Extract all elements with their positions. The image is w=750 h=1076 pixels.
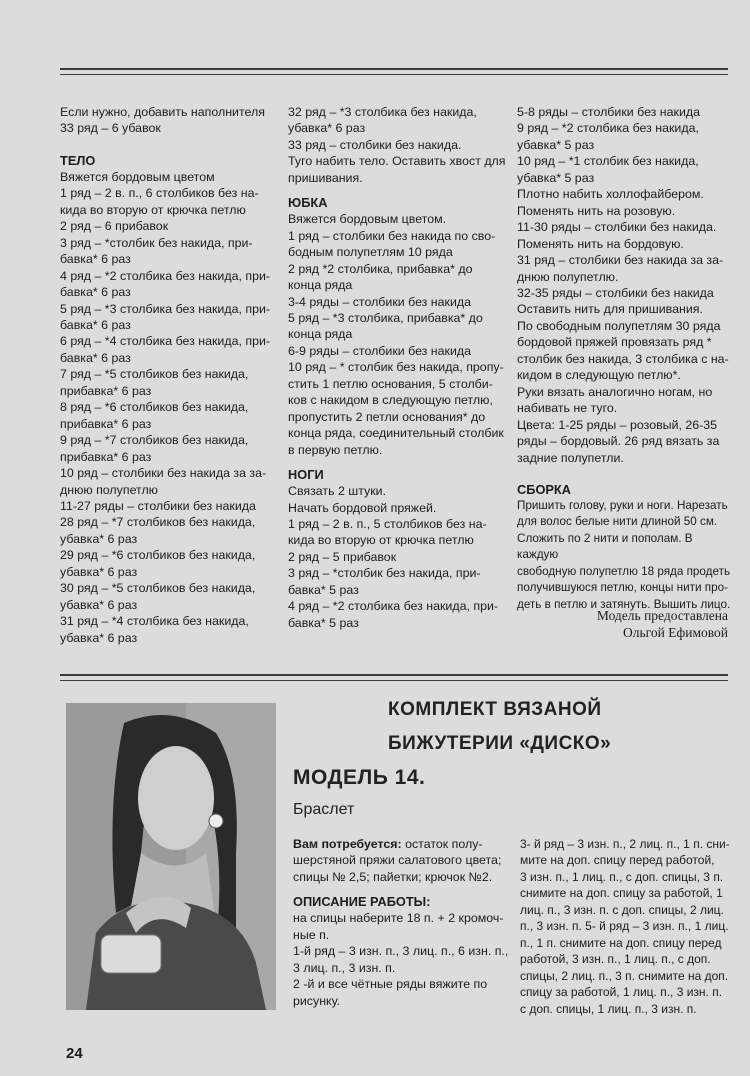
model-photo-image: [66, 703, 276, 1010]
kit-title-line-2: БИЖУТЕРИИ «ДИСКО»: [388, 733, 612, 754]
column-1: [60, 104, 282, 646]
column-4: [293, 836, 513, 1009]
top-rule: [60, 68, 728, 75]
column-2: [288, 104, 510, 631]
materials: [293, 836, 513, 885]
yubka-text: Вяжется бордовым цветом. 1 ряд – столбики без накида по сво- бодным полупетлям 10 ряда 2 ряд *2 столбика, прибавка* до конца ряда 3-4 ряды – столбики без накида 5 ряд – *3 столбика, прибавка* до конца ряда 6-9 ряды – столбики без накида 10 ряд – * столбик без накида, пропу- стить 1 петлю основания, 5 столби- ков с накидом в следующую петлю, пропустить 2 петли основания* до конца ряда, соединительный столбик в первую петлю.: [288, 212, 504, 457]
yubka-heading: ЮБКА: [288, 195, 328, 211]
model-title: МОДЕЛЬ 14.: [293, 766, 426, 789]
nogi-heading: НОГИ: [288, 467, 324, 483]
col1-intro: Если нужно, добавить наполнителя 33 ряд – 6 убавок: [60, 105, 265, 136]
col2-intro: 32 ряд – *3 столбика без накида, убавка* 6 раз 33 ряд – столбики без накида. Туго набить тело. Оставить хвост для пришивания.: [288, 105, 506, 185]
materials-label: Вам потребуется:: [293, 837, 402, 851]
subtitle: Браслет: [293, 801, 355, 818]
col5-text: 3- й ряд – 3 изн. п., 2 лиц. п., 1 п. сни- мите на доп. спицу перед работой, 3 изн. п., 1 лиц. п., с доп. спицы, 3 п. снимите на доп. спицу за работой, 1 лиц. п., 3 изн. п. с доп. спицы, 2 лиц. п., 3 изн. п. 5- й ряд – 3 изн. п., 1 лиц. п., 1 п. снимите на доп. спицу перед работой, 3 изн. п., 1 лиц. п., с доп. спицы, 2 лиц. п., 3 п. снимите на доп. спицу за работой, 1 лиц. п., 3 изн. п. с доп. спицы, 1 лиц. п., 3 изн. п.: [520, 837, 730, 1016]
description-heading: ОПИСАНИЕ РАБОТЫ:: [293, 894, 431, 910]
description-text: на спицы наберите 18 п. + 2 кромоч- ные п. 1-й ряд – 3 изн. п., 3 лиц. п., 6 изн. п., 3 лиц. п., 3 изн. п. 2 -й и все чётные ряды вяжите по рисунку.: [293, 911, 509, 1008]
nogi-text: Связать 2 штуки. Начать бордовой пряжей. 1 ряд – 2 в. п., 5 столбиков без на- кида во вторую от крючка петлю 2 ряд – 5 прибавок 3 ряд – *столбик без накида, при- бавка* 5 раз 4 ряд – *2 столбика без накида, при- бавка* 5 раз: [288, 484, 499, 630]
sborka-text: Пришить голову, руки и ноги. Нарезать для волос белые нити длиной 50 см. Сложить по 2 нити и пополам. В каждую свободную полупетлю 18 ряда продеть получившуюся петлю, концы нити про- деть в петлю и затянуть. Вышить лицо.: [517, 498, 731, 611]
telo-text: Вяжется бордовым цветом 1 ряд – 2 в. п., 6 столбиков без на- кида во вторую от крючка петлю 2 ряд – 6 прибавок 3 ряд – *столбик без накида, при- бавка* 6 раз 4 ряд – *2 столбика без накида, при- бавка* 6 раз 5 ряд – *3 столбика без накида, при- бавка* 6 раз 6 ряд – *4 столбика без накида, при- бавка* 6 раз 7 ряд – *5 столбиков без накида, прибавка* 6 раз 8 ряд – *6 столбиков без накида, прибавка* 6 раз 9 ряд – *7 столбиков без накида, прибавка* 6 раз 10 ряд – столбики без накида за за- днюю полупетлю 11-27 ряды – столбики без накида 28 ряд – *7 столбиков без накида, убавка* 6 раз 29 ряд – *6 столбиков без накида, убавка* 6 раз 30 ряд – *5 столбиков без накида, убавка* 6 раз 31 ряд – *4 столбика без накида, убавка* 6 раз: [60, 169, 271, 645]
section-rule: [60, 674, 728, 681]
page-number: 24: [66, 1045, 83, 1062]
sborka-heading: СБОРКА: [517, 481, 571, 497]
column-5: [520, 836, 734, 1017]
credit-text: Модель предоставлена Ольгой Ефимовой: [596, 608, 728, 640]
kit-title-line-1: КОМПЛЕКТ ВЯЗАНОЙ: [388, 699, 602, 720]
column-3: [517, 104, 732, 613]
bracelet-photo: [66, 703, 276, 1010]
model-credit: [428, 607, 728, 641]
telo-heading: ТЕЛО: [60, 152, 96, 168]
col3-intro: 5-8 ряды – столбики без накида 9 ряд – *2 столбика без накида, убавка* 5 раз 10 ряд – *1 столбик без накида, убавка* 5 раз Плотно набить холлофайбером. Поменять нить на розовую. 11-30 ряды – столбики без накида. Поменять нить на бордовую. 31 ряд – столбики без накида за за- днюю полупетлю. 32-35 ряды – столбики без накида Оставить нить для пришивания. По свободным полупетлям 30 ряда бордовой пряжей провязать ряд * столбик без накида, 3 столбика с на- кидом в следующую петлю*. Руки вязать аналогично ногам, но набивать не туго. Цвета: 1-25 ряды – розовый, 26-35 ряды – бордовый. 26 ряд вязать за задние полупетли.: [517, 105, 729, 465]
materials-text: остаток полу- шерстяной пряжи салатового цвета; спицы № 2,5; пайетки; крючок №2.: [293, 837, 502, 884]
